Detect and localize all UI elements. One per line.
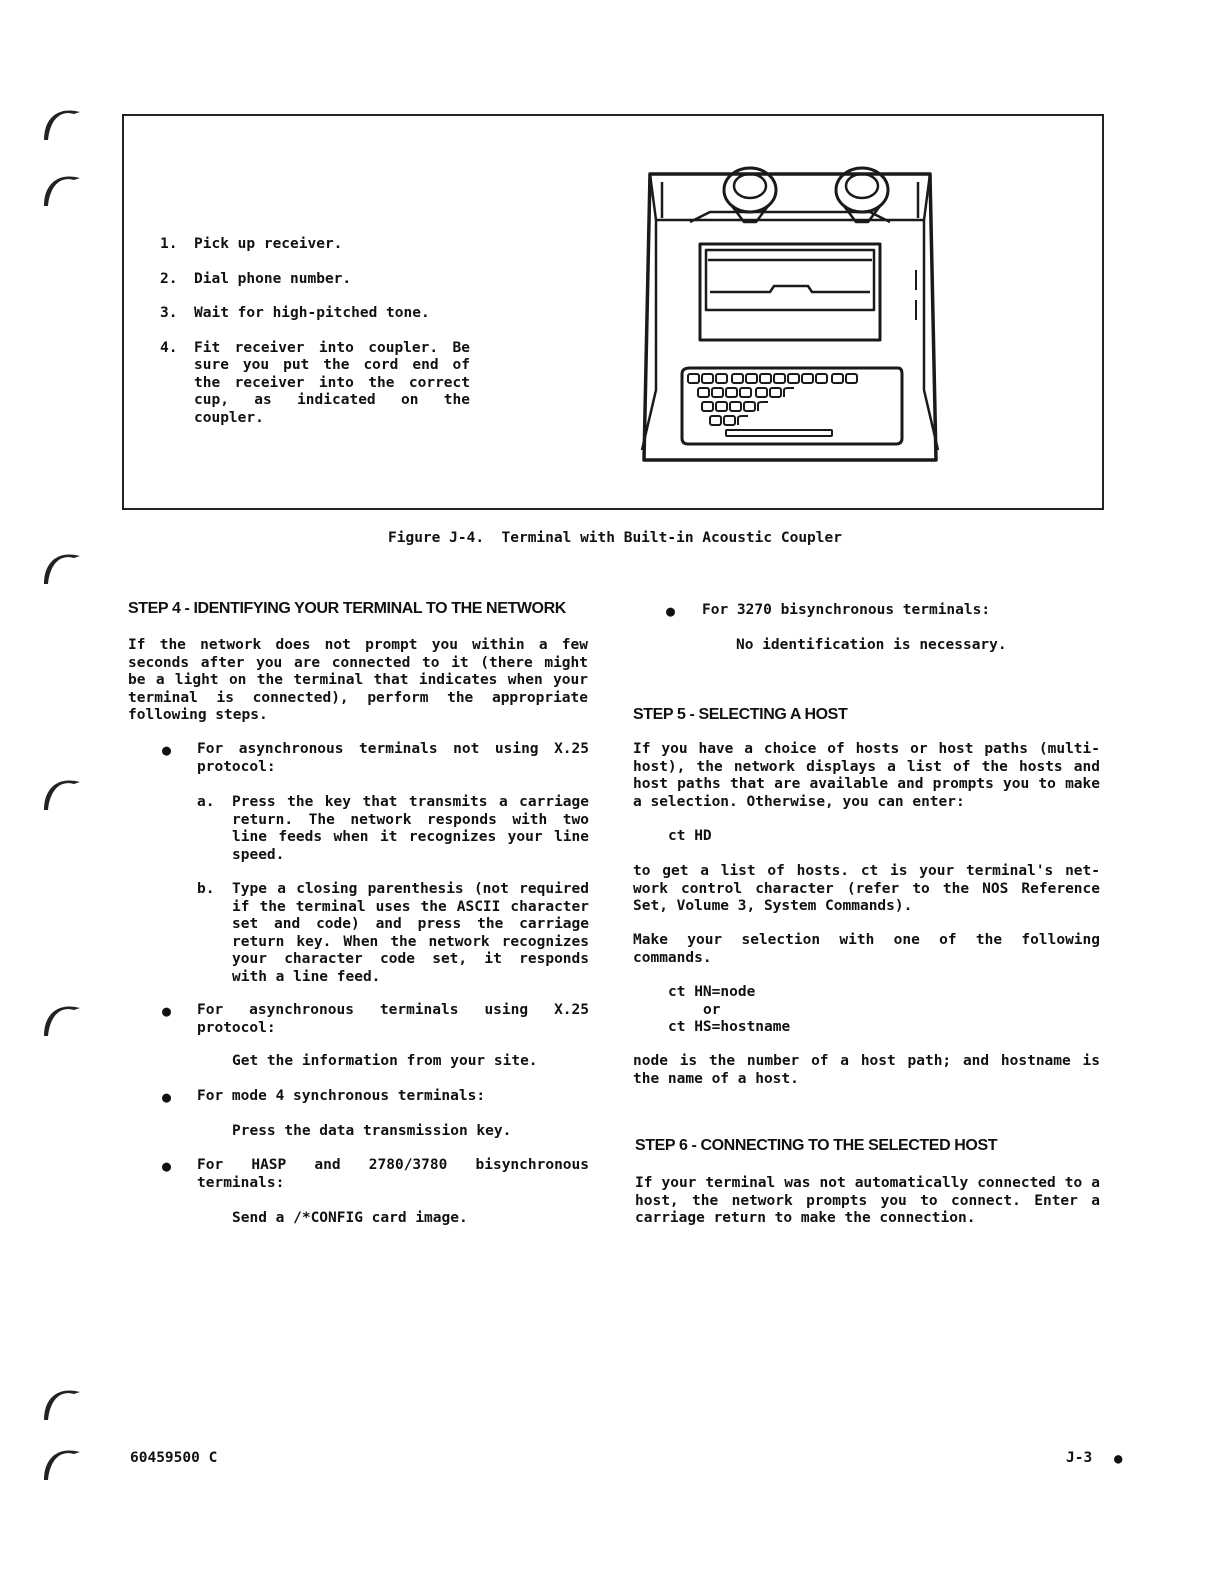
step6-paragraph: If your terminal was not automatically connected to a host, the network prompts you to connect. Enter a carriage return to make the connection. [635, 1175, 1100, 1226]
section-heading-step5: STEP 5 - SELECTING A HOST [633, 706, 848, 723]
bullet-icon: ● [162, 1002, 172, 1020]
step5-paragraph-3: Make your selection with one of the following commands. [633, 932, 1100, 966]
command-ct-hs: ct HS=hostname [668, 1019, 791, 1035]
substep-a-text: Press the key that transmits a carriage return. The network responds with two line feeds when it recognizes your line speed. [232, 794, 589, 863]
figure-step [160, 236, 470, 254]
step-text: Pick up receiver. [194, 236, 343, 252]
command-or: or [703, 1002, 721, 1018]
async-x25-text: Get the information from your site. [232, 1053, 538, 1069]
step-text: Fit receiver into coupler. Be sure you put the cord end of the receiver into the correct cup, as indicated on the coupler. [194, 339, 470, 426]
step-number: 3. [160, 305, 178, 321]
command-ct-hd: ct HD [668, 828, 712, 844]
command-ct-hn: ct HN=node [668, 984, 756, 1000]
figure-steps-list [160, 236, 470, 444]
substep-b-text: Type a closing parenthesis (not required if the terminal uses the ASCII character set and code) and press the carriage return key. When the network recognizes your character code set, it responds with a line feed. [232, 881, 589, 985]
step-text: Dial phone number. [194, 270, 352, 287]
step4-intro-paragraph: If the network does not prompt you within a few seconds after you are connected to it (there might be a light on the terminal that indicates when your terminal is connected), perform the appropriate following steps. [128, 637, 588, 723]
binder-hole-mark [40, 100, 86, 146]
hasp-text: Send a /*CONFIG card image. [232, 1210, 468, 1226]
step5-paragraph-1: If you have a choice of hosts or host paths (multi-host), the network displays a list of the hosts and host paths that are available and prompts you to make a selection. Otherwise, you can enter: [633, 741, 1100, 810]
substep-a-label: a. [197, 794, 215, 810]
page-number: J-3 [1066, 1450, 1093, 1466]
step-number: 2. [160, 270, 178, 287]
binder-hole-mark [40, 1380, 86, 1426]
terminal-coupler-illustration [640, 160, 940, 470]
binder-hole-mark [40, 996, 86, 1042]
binder-hole-mark [40, 770, 86, 816]
step5-paragraph-4: node is the number of a host path; and hostname is the name of a host. [633, 1053, 1100, 1087]
document-number: 60459500 C [130, 1450, 218, 1466]
substep-b-label: b. [197, 881, 215, 897]
section-heading-step4: STEP 4 - IDENTIFYING YOUR TERMINAL TO THE NETWORK [128, 600, 566, 617]
async-no-x25-label: For asynchronous terminals not using X.25 protocol: [197, 741, 589, 775]
binder-hole-mark [40, 166, 86, 212]
figure-step [160, 305, 470, 323]
hasp-label: For HASP and 2780/3780 bisynchronous terminals: [197, 1157, 589, 1191]
page-marker-bullet: ● [1114, 1451, 1123, 1467]
async-x25-label: For asynchronous terminals using X.25 protocol: [197, 1002, 589, 1036]
mode4-label: For mode 4 synchronous terminals: [197, 1088, 486, 1104]
bullet-icon: ● [162, 741, 172, 759]
step-number: 1. [160, 236, 178, 252]
figure-step [160, 340, 470, 428]
bullet-icon: ● [162, 1088, 172, 1106]
bisync-3270-text: No identification is necessary. [736, 637, 1007, 653]
binder-hole-mark [40, 1440, 86, 1486]
step5-paragraph-2: to get a list of hosts. ct is your terminal's net-work control character (refer to the NOS Reference Set, Volume 3, System Commands). [633, 863, 1100, 914]
figure-caption: Figure J-4. Terminal with Built-in Acoustic Coupler [388, 530, 842, 546]
bullet-icon: ● [666, 602, 676, 620]
binder-hole-mark [40, 544, 86, 590]
bisync-3270-label: For 3270 bisynchronous terminals: [702, 602, 991, 618]
step-text: Wait for high-pitched tone. [194, 305, 430, 321]
bullet-icon: ● [162, 1157, 172, 1175]
step-number: 4. [160, 339, 178, 356]
mode4-text: Press the data transmission key. [232, 1123, 512, 1139]
section-heading-step6: STEP 6 - CONNECTING TO THE SELECTED HOST [635, 1137, 998, 1154]
figure-step [160, 271, 470, 289]
